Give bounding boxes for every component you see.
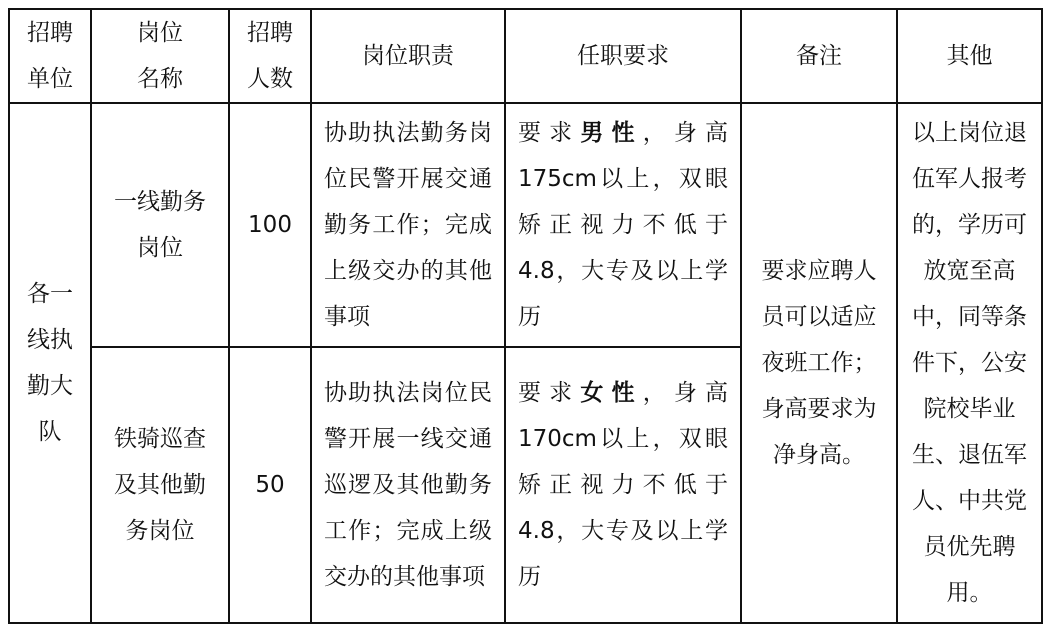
position-cell: 一线勤务岗位 [91,103,229,347]
requirement-cell: 要求男性，身高175cm以上，双眼矫正视力不低于4.8，大专及以上学历 [505,103,741,347]
header-unit: 招聘单位 [9,9,91,103]
count-cell: 100 [229,103,311,347]
duty-cell: 协助执法勤务岗位民警开展交通勤务工作；完成上级交办的其他事项 [311,103,505,347]
unit-name: 各一线执勤大队 [27,281,73,445]
header-duty: 岗位职责 [311,9,505,103]
duty-cell: 协助执法岗位民警开展一线交通巡逻及其他勤务工作；完成上级交办的其他事项 [311,347,505,623]
count-cell: 50 [229,347,311,623]
remark-cell: 要求应聘人员可以适应夜班工作；身高要求为净身高。 [741,103,897,623]
unit-cell [9,103,91,623]
header-count: 招聘人数 [229,9,311,103]
header-requirement: 任职要求 [505,9,741,103]
recruitment-table [8,8,1043,624]
header-position-name: 岗位名称 [91,9,229,103]
position-cell: 铁骑巡查及其他勤务岗位 [91,347,229,623]
gender-requirement: 女性 [580,380,643,406]
header-remark: 备注 [741,9,897,103]
other-cell: 以上岗位退伍军人报考的，学历可放宽至高中，同等条件下，公安院校毕业生、退伍军人、中共党员优先聘用。 [897,103,1042,623]
table-row [9,103,1042,347]
requirement-cell: 要求女性，身高170cm以上，双眼矫正视力不低于4.8，大专及以上学历 [505,347,741,623]
header-row [9,9,1042,103]
header-other: 其他 [897,9,1042,103]
gender-requirement: 男性 [580,120,643,146]
